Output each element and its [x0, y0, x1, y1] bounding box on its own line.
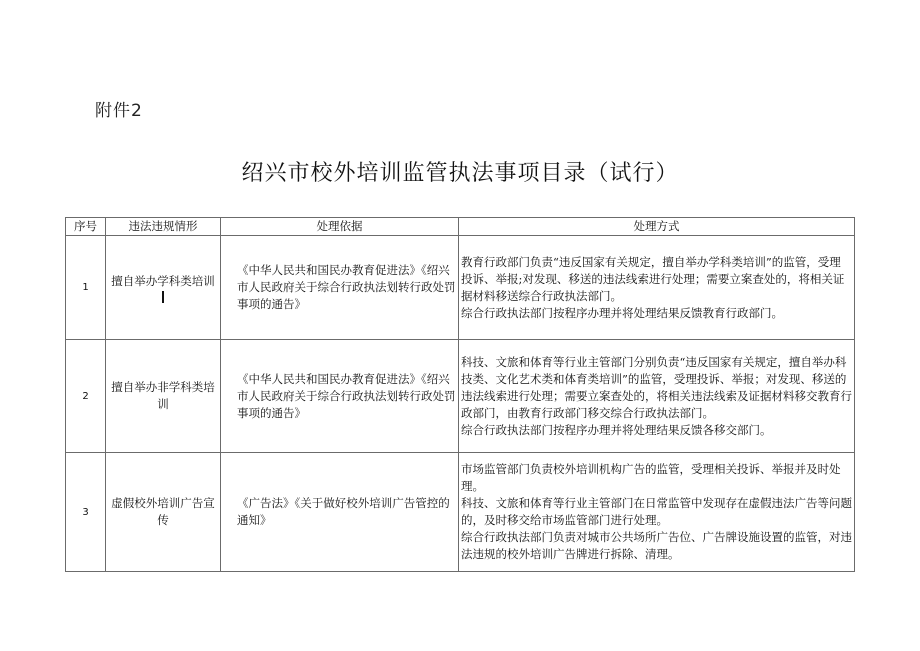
method-paragraph: 综合行政执法部门按程序办理并将处理结果反馈各移交部门。 — [461, 422, 772, 437]
document-title: 绍兴市校外培训监管执法事项目录（试行） — [241, 161, 679, 186]
row-method — [459, 236, 855, 340]
table-row — [66, 453, 855, 572]
row-method — [459, 453, 855, 572]
method-paragraph: 综合行政执法部门负责对城市公共场所广告位、广告牌设施设置的监管，对违法违规的校外培训广告牌进行拆除、清理。 — [461, 530, 852, 561]
row-basis — [221, 340, 459, 453]
header-number: 序号 — [66, 218, 106, 236]
basis-text: 《中华人民共和国民办教育促进法》《绍兴市人民政府关于综合行政执法划转行政处罚事项的通告》 — [237, 263, 456, 311]
method-paragraph: 教育行政部门负责“违反国家有关规定，擅自举办学科类培训”的监管，受理投诉、举报;对发现、移送的违法线索进行处理；需要立案查处的，将相关证据材料移送综合行政执法部门。 — [461, 254, 845, 303]
row-basis — [221, 236, 459, 340]
row-basis — [221, 453, 459, 572]
header-situation: 违法违规情形 — [106, 218, 221, 236]
situation-text: 擅自举办非学科类培训 — [111, 380, 215, 411]
header-basis: 处理依据 — [221, 218, 459, 236]
situation-text: 擅自举办学科类培训 — [111, 273, 215, 288]
enforcement-table — [65, 217, 855, 572]
method-paragraph: 综合行政执法部门按程序办理并将处理结果反馈教育行政部门。 — [461, 305, 783, 320]
header-method: 处理方式 — [459, 218, 855, 236]
table-header-row — [66, 218, 855, 236]
method-paragraph: 科技、文旅和体育等行业主管部门在日常监管中发现存在虚假违法广告等问题的，及时移交给市场监管部门进行处理。 — [461, 496, 852, 527]
row-number: 2 — [66, 340, 106, 453]
row-situation — [106, 340, 221, 453]
basis-text: 《中华人民共和国民办教育促进法》《绍兴市人民政府关于综合行政执法划转行政处罚事项的通告》 — [237, 371, 456, 420]
row-number: 3 — [66, 453, 106, 572]
table-row — [66, 340, 855, 453]
row-number: 1 — [66, 236, 106, 340]
method-paragraph: 市场监管部门负责校外培训机构广告的监管，受理相关投诉、举报并及时处理。 — [461, 462, 841, 493]
row-situation — [106, 236, 221, 340]
basis-text: 《广告法》《关于做好校外培训广告管控的通知》 — [237, 496, 450, 527]
method-paragraph: 科技、文旅和体育等行业主管部门分别负责“违反国家有关规定，擅自举办科技类、文化艺术类和体育类培训”的监管，受理投诉、举报；对发现、移送的违法线索进行处理；需要立案查处的，将相关违法线索及证据材料移交教育行政部门，由教育行政部门移交综合行政执法部门。 — [461, 354, 852, 420]
row-method — [459, 340, 855, 453]
situation-text: 虚假校外培训广告宣传 — [111, 496, 215, 527]
text-cursor-mark — [162, 291, 164, 303]
attachment-label: 附件2 — [95, 101, 143, 121]
row-situation — [106, 453, 221, 572]
table-row — [66, 236, 855, 340]
